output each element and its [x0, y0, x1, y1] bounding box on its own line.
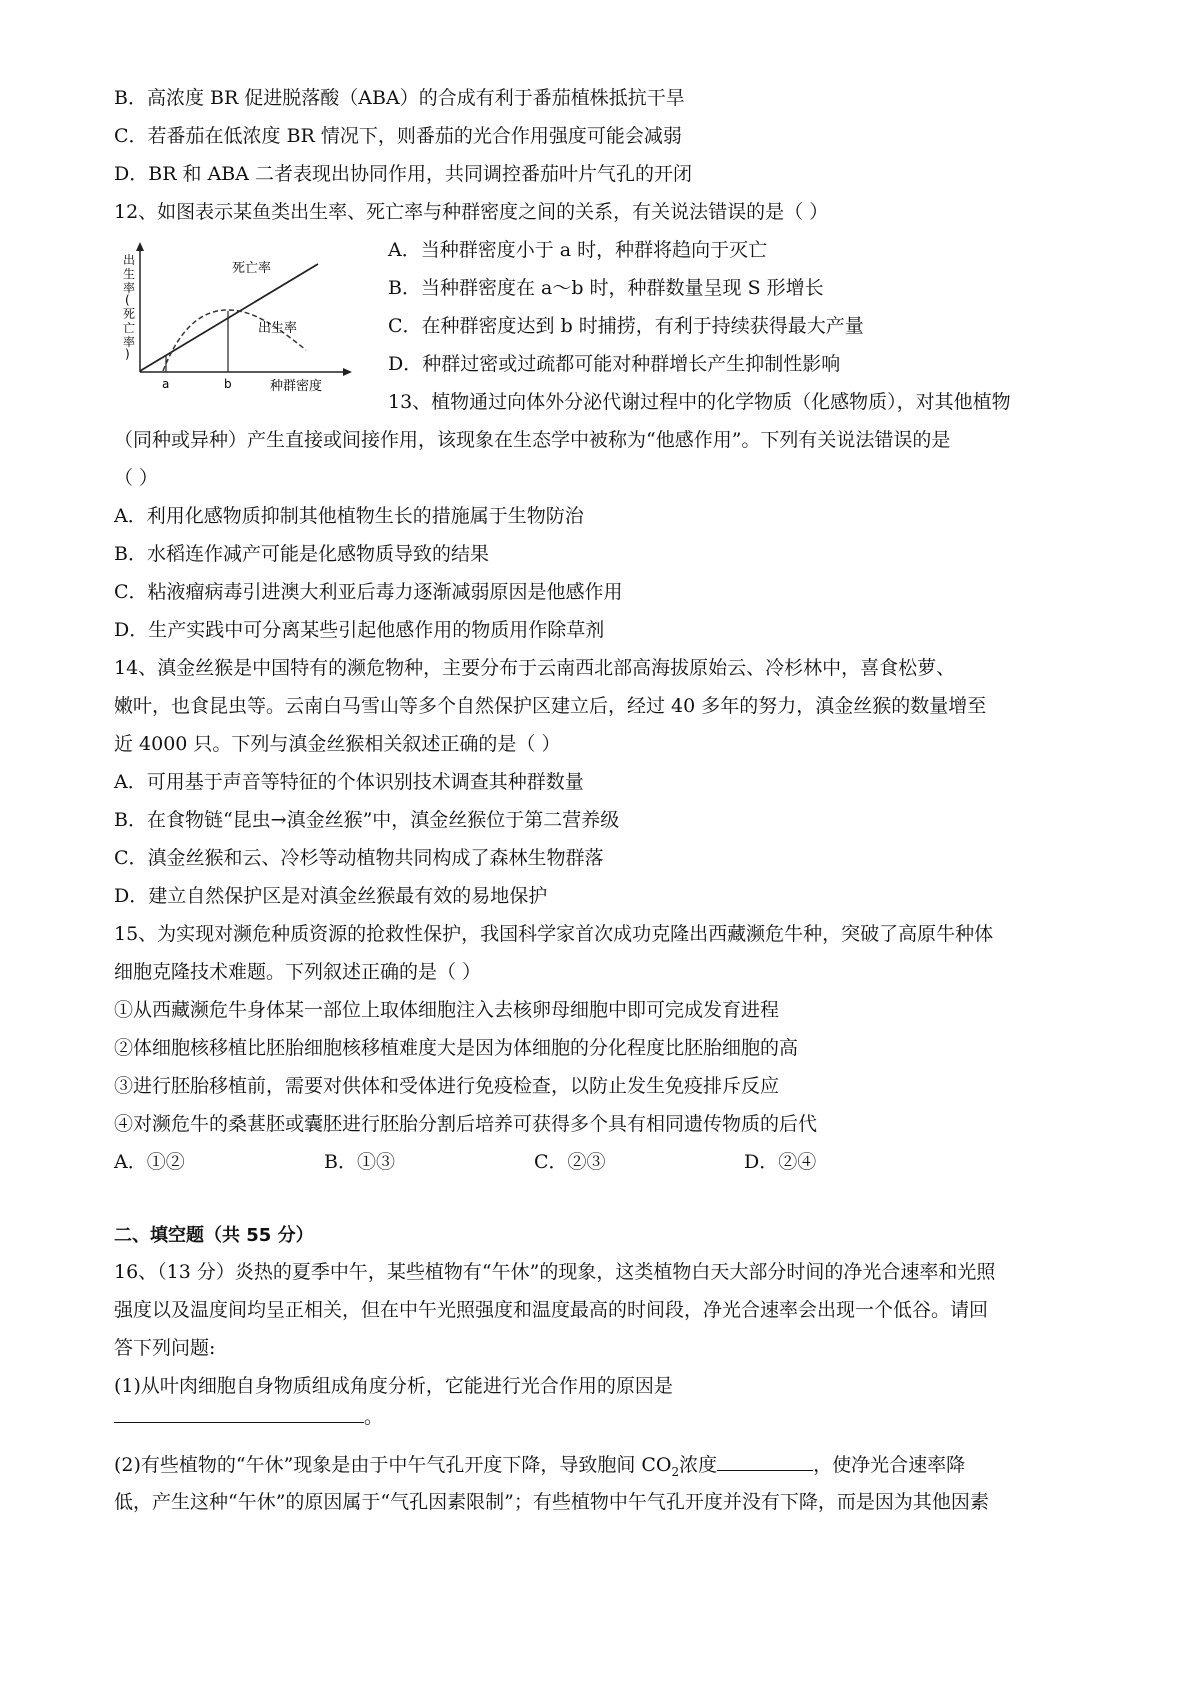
- q12-figure: [118, 238, 368, 400]
- death-rate-line: [140, 264, 318, 371]
- q13-option-c: C．粘液瘤病毒引进澳大利亚后毒力逐渐减弱原因是他感作用: [114, 581, 623, 603]
- q16-part2: [114, 1452, 965, 1484]
- answer-blank[interactable]: [717, 1452, 813, 1471]
- q14-stem-line1: 14、滇金丝猴是中国特有的濒危物种，主要分布于云南西北部高海拔原始云、冷杉林中，喜食松萝、: [114, 657, 956, 679]
- q16-part1-answer-line: [114, 1404, 383, 1429]
- q15-statement-4: ④对濒危牛的桑葚胚或囊胚进行胚胎分割后培养可获得多个具有相同遗传物质的后代: [114, 1113, 818, 1135]
- ylabel-char: 生: [123, 267, 136, 281]
- q14-option-c: C．滇金丝猴和云、冷杉等动植物共同构成了森林生物群落: [114, 847, 604, 869]
- section2-heading: 二、填空题（共 55 分）: [114, 1225, 314, 1246]
- birth-rate-label: 出生率: [258, 321, 298, 336]
- ylabel-char: (: [125, 293, 130, 307]
- q15-statement-3: ③进行胚胎移植前，需要对供体和受体进行免疫检查，以防止发生免疫排斥反应: [114, 1075, 780, 1097]
- q15-statement-2: ②体细胞核移植比胚胎细胞核移植难度大是因为体细胞的分化程度比胚胎细胞的高: [114, 1037, 799, 1059]
- ylabel-char: 亡: [123, 321, 136, 335]
- x-axis-label: 种群密度: [270, 379, 323, 394]
- x-axis-arrow: [343, 368, 352, 376]
- co2-subscript: 2: [671, 1464, 680, 1479]
- q12-stem: 12、如图表示某鱼类出生率、死亡率与种群密度之间的关系，有关说法错误的是（ ）: [114, 201, 829, 223]
- q13-option-a: A．利用化感物质抑制其他植物生长的措施属于生物防治: [114, 505, 584, 527]
- q15-option-b: B．①③: [324, 1151, 395, 1173]
- q13-stem-line1: 13、植物通过向体外分泌代谢过程中的化学物质（化感物质），对其他植物: [388, 391, 1011, 413]
- q12-option-c: C．在种群密度达到 b 时捕捞，有利于持续获得最大产量: [388, 315, 864, 337]
- q12-option-a: A．当种群密度小于 a 时，种群将趋向于灭亡: [388, 239, 768, 261]
- q14-stem-line2: 嫩叶，也食昆虫等。云南白马雪山等多个自然保护区建立后，经过 40 多年的努力，滇金丝猴的数量增至: [114, 695, 987, 717]
- death-rate-label: 死亡率: [232, 261, 272, 276]
- q15-option-a: A．①②: [114, 1151, 185, 1173]
- ylabel-char: 率: [123, 335, 136, 349]
- ylabel-char: 率: [123, 281, 136, 295]
- ylabel-char: 出: [123, 253, 136, 267]
- q16-stem-line2: 强度以及温度间均呈正相关，但在中午光照强度和温度最高的时间段，净光合速率会出现一个低谷。请回: [114, 1299, 989, 1321]
- q15-statement-1: ①从西藏濒危牛身体某一部位上取体细胞注入去核卵母细胞中即可完成发育进程: [114, 999, 780, 1021]
- q14-option-d: D．建立自然保护区是对滇金丝猴最有效的易地保护: [114, 885, 548, 907]
- q13-option-d: D．生产实践中可分离某些引起他感作用的物质用作除草剂: [114, 619, 605, 641]
- q13-stem-line3: （ ）: [114, 467, 159, 489]
- q16-part2-text-a: (2)有些植物的“午休”现象是由于中午气孔开度下降，导致胞间 CO: [114, 1454, 672, 1476]
- q12-option-b: B．当种群密度在 a～b 时，种群数量呈现 S 形增长: [388, 277, 824, 299]
- q15-option-c: C．②③: [534, 1151, 606, 1173]
- q13-stem-line2: （同种或异种）产生直接或间接作用，该现象在生态学中被称为“他感作用”。下列有关说法错误的是: [114, 429, 951, 451]
- q16-stem-line3: 答下列问题:: [114, 1337, 216, 1359]
- tick-b: b: [224, 377, 232, 391]
- answer-blank[interactable]: [114, 1404, 364, 1423]
- q16-part2-text-c: ，使净光合速率降: [813, 1454, 966, 1476]
- q15-stem-line2: 细胞克隆技术难题。下列叙述正确的是（ ）: [114, 961, 482, 983]
- q14-option-b: B．在食物链“昆虫→滇金丝猴”中，滇金丝猴位于第二营养级: [114, 809, 620, 831]
- q16-part1-end: 。: [364, 1406, 384, 1428]
- q14-stem-line3: 近 4000 只。下列与滇金丝猴相关叙述正确的是（ ）: [114, 733, 561, 755]
- tick-a: a: [162, 377, 170, 391]
- q16-stem-line1: 16、（13 分）炎热的夏季中午，某些植物有“午休”的现象，这类植物白天大部分时间的净光合速率和光照: [114, 1261, 996, 1283]
- q11-option-c: C．若番茄在低浓度 BR 情况下，则番茄的光合作用强度可能会减弱: [114, 125, 682, 147]
- q13-option-b: B．水稻连作减产可能是化感物质导致的结果: [114, 543, 489, 565]
- q16-part2-line2: 低，产生这种“午休”的原因属于“气孔因素限制”；有些植物中午气孔开度并没有下降，而是因为其他因素: [114, 1491, 989, 1513]
- ylabel-char: ): [125, 347, 130, 361]
- q11-option-b: B．高浓度 BR 促进脱落酸（ABA）的合成有利于番茄植株抵抗干旱: [114, 87, 685, 109]
- q14-option-a: A．可用基于声音等特征的个体识别技术调查其种群数量: [114, 771, 584, 793]
- q16-part1: (1)从叶肉细胞自身物质组成角度分析，它能进行光合作用的原因是: [114, 1375, 673, 1397]
- birth-rate-curve: [163, 310, 306, 371]
- q11-option-d: D．BR 和 ABA 二者表现出协同作用，共同调控番茄叶片气孔的开闭: [114, 163, 693, 185]
- y-axis-arrow: [136, 242, 144, 251]
- q15-option-d: D．②④: [744, 1151, 817, 1173]
- q12-ylabel: [123, 252, 135, 361]
- q12-option-d: D．种群过密或过疏都可能对种群增长产生抑制性影响: [388, 353, 841, 375]
- q16-part2-text-b: 浓度: [679, 1454, 718, 1476]
- q15-stem-line1: 15、为实现对濒危种质资源的抢救性保护，我国科学家首次成功克隆出西藏濒危牛种，突破了高原牛种体: [114, 923, 994, 945]
- ylabel-char: 死: [123, 307, 136, 321]
